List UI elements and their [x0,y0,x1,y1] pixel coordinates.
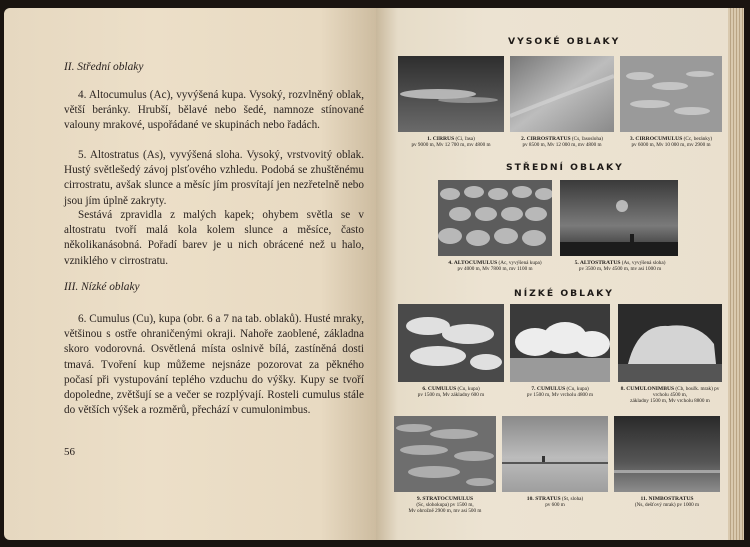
photo-cumulus-6 [398,304,504,382]
paragraph-altostratus-halo: Sestává zpravidla z malých kapek; ohybem světla se v altostratu tvoří malá kola kolem slunce a měsíce, často několikanásobná. Pořadí barev je u nich obrácené než u halo, vzniklého v cirrostratu. [64,209,364,267]
photo-cirrostratus [510,56,614,132]
caption-9: 9. STRATOCUMULUS (Sc, slohokupa) pv 1500 m, Mv ohrožně 2900 m, mv asi 500 m [408,496,482,514]
caption-5: 5. ALTOSTRATUS (As, vyvýšená sloha) pv 3500 m, Mv 4500 m, mv asi 1000 m [574,260,666,272]
paragraph-cumulus: 6. Cumulus (Cu), kupa (obr. 6 a 7 na tab. oblaků). Husté mraky, většinou s ostře ohraničenými okraji. Nahoře zaoblené, základna skoro vodorovná. Osvětlená místa oslnivě bílá, zastíněná dosti tmavá. Tvoření kup můžeme nejsnáze pozorovat za pěkného počasí při vystupování teplého vzduchu do výšky. Kupy se tvoří dopoledne, zvětšují se a večer se rozplývají. Rosteli cumulus stále do větších výšek a rozměrů, přechází v cumulonimbus. [64,313,364,417]
photo-stratus [502,416,608,492]
heading-high-clouds: VYSOKÉ OBLAKY [508,36,621,47]
photo-cumulonimbus [618,304,722,382]
paragraph-altostratus: 5. Altostratus (As), vyvýšená sloha. Vysoký, vrstvovitý oblak. Hustý světlešedý závoj plsťového vzhledu. Podobá se zhuštěnému cirrostratu, avšak slunce a měsíc jím prosvítají jen nezřetelně nebo jsou jím úplně zakryty. [64,149,364,207]
photo-stratocumulus [394,416,496,492]
photo-nimbostratus [614,416,720,492]
caption-2: 2. CIRROSTRATUS (Cs, řasosloha) pv 8500 m, Mv 12 000 m, mv 4800 m [520,136,604,148]
caption-4: 4. ALTOCUMULUS (Ac, vyvýšená kupa) pv 4000 m, Mv 7800 m, mv 1100 m [448,260,542,272]
section-title-middle-clouds: II. Střední oblaky [64,61,144,73]
paragraph-altocumulus: 4. Altocumulus (Ac), vyvýšená kupa. Vysoký, rozvlněný oblak, větší beránky. Hrubší, bělavé nebo šedé, namnoze stínované valouny mrakové, uspořádané ve skupinách nebo řadách. [64,89,364,132]
left-page [4,8,376,540]
heading-middle-clouds: STŘEDNÍ OBLAKY [506,162,624,173]
caption-11: 11. NIMBOSTRATUS (Ns, dešťový mrak) pv 1000 m [634,496,700,508]
section-title-low-clouds: III. Nízké oblaky [64,281,140,293]
heading-low-clouds: NÍZKÉ OBLAKY [514,288,614,299]
caption-6: 6. CUMULUS (Cu, kupa) pv 1500 m, Mv základny 600 m [417,386,485,398]
caption-7: 7. CUMULUS (Cu, kupa) pv 1500 m, Mv vrcholu 4800 m [526,386,594,398]
photo-altostratus [560,180,678,256]
page-number: 56 [64,446,75,458]
photo-cirrus [398,56,504,132]
photo-cirrocumulus [620,56,722,132]
book-spread [4,8,744,540]
caption-10: 10. STRATUS (St, sloha) pv 600 m [526,496,584,508]
caption-8: 8. CUMULONIMBUS (Cb, bouřk. mrak) pv vrcholu 4500 m, základny 1500 m, Mv vrcholu 8800 m [620,386,720,404]
page-edges [728,8,744,540]
caption-1: 1. CIRRUS (Ci, řasa) pv 9000 m, Mv 12 700 m, mv 4800 m [411,136,491,148]
caption-3: 3. CIRROCUMULUS (Cc, beránky) pv 6000 m, Mv 10 000 m, mv 2900 m [629,136,713,148]
right-page [376,8,744,540]
photo-cumulus-7 [510,304,610,382]
photo-altocumulus [438,180,552,256]
